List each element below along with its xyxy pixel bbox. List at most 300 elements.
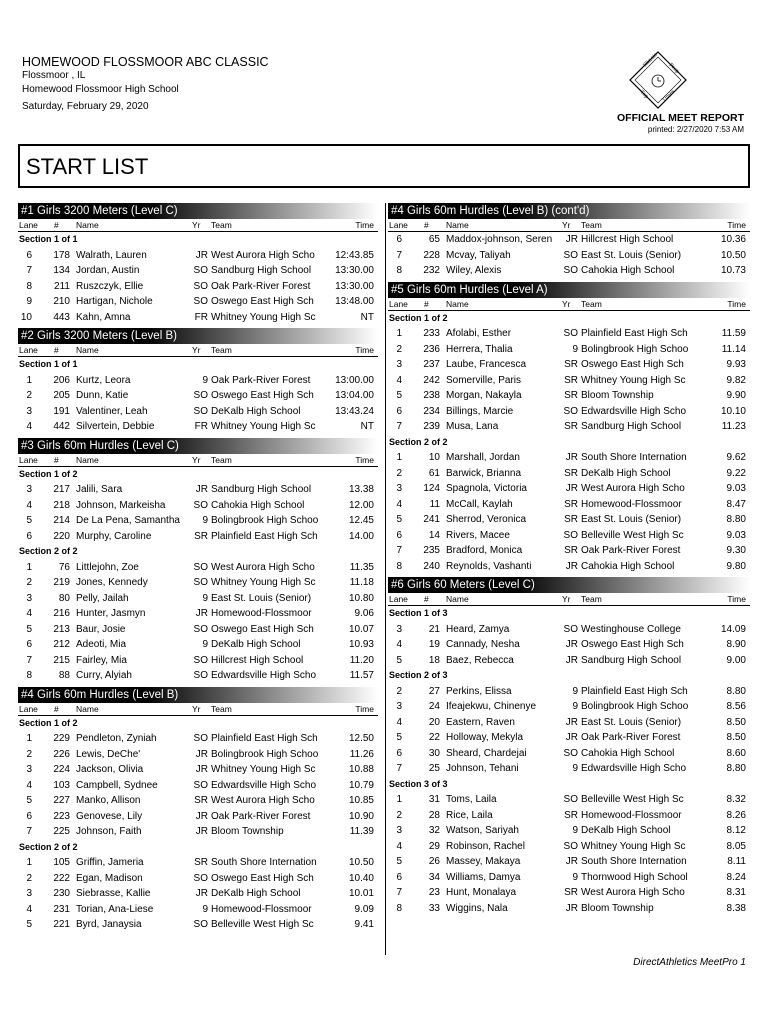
entry-num: 103 xyxy=(53,779,70,791)
column-header-name: Name xyxy=(446,220,469,230)
entry-yr: SO xyxy=(563,794,578,805)
entry-team: DeKalb High School xyxy=(581,467,671,479)
entry-yr: 9 xyxy=(202,592,208,604)
logo-word-top: Illinois xyxy=(642,52,659,69)
entry-name: Massey, Makaya xyxy=(446,856,521,867)
entry-lane: 6 xyxy=(26,530,32,542)
entry-num: 29 xyxy=(428,840,440,852)
entry-num: 228 xyxy=(423,249,440,261)
entry-team: South Shore Internation xyxy=(211,857,317,868)
entry-num: 241 xyxy=(423,514,440,525)
entry-name: Rice, Laila xyxy=(446,809,493,821)
column-header-num: # xyxy=(54,345,59,355)
column-header-team: Team xyxy=(211,220,232,230)
section-label: Section 2 of 2 xyxy=(389,436,448,447)
entry-yr: JR xyxy=(565,234,578,245)
entry-row xyxy=(18,248,378,264)
entry-team: Bloom Township xyxy=(581,390,654,401)
entry-row xyxy=(388,715,750,731)
entry-row xyxy=(388,528,750,544)
entry-time: 13:30.00 xyxy=(335,265,374,276)
column-header-yr: Yr xyxy=(192,703,201,714)
entry-row xyxy=(18,653,378,669)
entry-team: Oswego East High Sch xyxy=(211,390,314,401)
entry-name: Watson, Sariyah xyxy=(446,825,519,836)
entry-name: Maddox-johnson, Seren xyxy=(446,234,553,245)
entry-name: Byrd, Janaysia xyxy=(76,919,142,930)
entry-time: 11.23 xyxy=(721,421,746,432)
entry-name: Jackson, Olivia xyxy=(76,764,144,775)
event-title: #4 Girls 60m Hurdles (Level B) (cont'd) xyxy=(388,203,750,219)
entry-team: Bloom Township xyxy=(581,902,654,914)
entry-team: Oswego East High Sch xyxy=(581,639,684,650)
entry-lane: 3 xyxy=(396,623,402,635)
entry-time: 9.80 xyxy=(726,560,746,572)
entry-team: Whitney Young High Sc xyxy=(581,374,686,386)
entry-lane: 5 xyxy=(26,623,32,635)
entry-num: 215 xyxy=(53,654,70,666)
entry-name: De La Pena, Samantha xyxy=(76,515,180,526)
entry-row xyxy=(18,637,378,653)
entry-time: 10.93 xyxy=(348,639,374,650)
entry-lane: 8 xyxy=(396,265,402,276)
event-block xyxy=(388,282,750,575)
entry-time: 12.50 xyxy=(348,733,374,744)
entry-num: 32 xyxy=(428,825,440,836)
entry-row xyxy=(18,279,378,295)
entry-team: Oak Park-River Forest xyxy=(581,545,681,556)
right-column xyxy=(385,203,750,955)
entry-num: 227 xyxy=(53,795,70,806)
entry-yr: SR xyxy=(194,795,208,806)
entry-yr: SR xyxy=(564,359,578,370)
entry-lane: 1 xyxy=(26,733,32,744)
entry-yr: SO xyxy=(193,654,208,666)
entry-time: 9.90 xyxy=(726,390,746,401)
logo-word-bottom: Times xyxy=(661,88,677,104)
entry-lane: 3 xyxy=(396,701,402,712)
entry-row xyxy=(18,917,378,933)
entry-row xyxy=(388,466,750,482)
entry-time: 10.50 xyxy=(348,857,374,868)
entry-time: 8.90 xyxy=(726,639,746,650)
entry-yr: SO xyxy=(193,670,208,681)
entry-yr: JR xyxy=(195,826,208,837)
entry-num: 218 xyxy=(53,499,70,511)
entry-yr: SO xyxy=(193,623,208,635)
entry-team: Cahokia High School xyxy=(211,499,305,511)
entry-row xyxy=(18,482,378,498)
illinois-prep-top-times-logo xyxy=(628,50,688,110)
entry-yr: JR xyxy=(195,608,208,619)
entry-lane: 4 xyxy=(26,779,32,791)
entry-team: Bolingbrook High Schoo xyxy=(581,343,689,355)
entry-row xyxy=(388,870,750,886)
entry-name: Marshall, Jordan xyxy=(446,452,520,463)
entry-name: Reynolds, Vashanti xyxy=(446,560,532,572)
logo-word-left: Top xyxy=(638,89,650,100)
entry-num: 442 xyxy=(53,421,70,432)
event-block xyxy=(18,438,378,684)
entry-team: Plainfield East High Sch xyxy=(581,685,688,697)
entry-row xyxy=(18,294,378,310)
column-header-num: # xyxy=(54,220,59,230)
entry-row xyxy=(388,839,750,855)
entry-row xyxy=(18,591,378,607)
entry-num: 10 xyxy=(428,452,440,463)
entry-lane: 1 xyxy=(396,794,402,805)
entry-time: 9.41 xyxy=(354,919,374,930)
event-title: #2 Girls 3200 Meters (Level B) xyxy=(18,328,378,344)
entry-time: 10.90 xyxy=(348,810,374,822)
entry-lane: 3 xyxy=(26,592,32,604)
entry-num: 18 xyxy=(428,654,440,666)
entry-row xyxy=(388,419,750,435)
entry-team: Cahokia High School xyxy=(581,747,675,759)
entry-row xyxy=(18,498,378,514)
section-label: Section 2 of 2 xyxy=(19,841,78,852)
entry-time: 11.20 xyxy=(349,654,374,666)
entry-num: 61 xyxy=(428,467,440,479)
entry-time: 13.38 xyxy=(348,484,374,495)
entry-lane: 2 xyxy=(26,748,32,760)
entry-yr: SO xyxy=(193,919,208,930)
entry-row xyxy=(388,808,750,824)
entry-row xyxy=(388,684,750,700)
entry-row xyxy=(388,730,750,746)
entry-lane: 3 xyxy=(26,484,32,495)
entry-num: 240 xyxy=(423,560,440,572)
entry-num: 212 xyxy=(53,639,70,650)
section-label: Section 3 of 3 xyxy=(389,778,448,789)
entry-name: Somerville, Paris xyxy=(446,374,522,386)
entry-lane: 2 xyxy=(26,872,32,884)
entry-team: Whitney Young High Sc xyxy=(211,421,316,432)
entry-name: Jordan, Austin xyxy=(76,265,140,276)
event-block xyxy=(18,328,378,435)
entry-name: Billings, Marcie xyxy=(446,405,514,417)
column-header-yr: Yr xyxy=(562,594,571,604)
entry-yr: SR xyxy=(564,374,578,386)
logo-word-right: Prep xyxy=(667,62,681,75)
entry-team: West Aurora High Scho xyxy=(211,795,315,806)
column-header-num: # xyxy=(424,298,429,309)
entry-yr: SO xyxy=(563,623,578,635)
entry-yr: 9 xyxy=(202,515,208,526)
entry-lane: 7 xyxy=(396,887,402,898)
entry-time: 10.80 xyxy=(348,592,374,604)
entry-team: South Shore Internation xyxy=(581,452,687,463)
entry-num: 191 xyxy=(53,405,70,417)
entry-yr: 9 xyxy=(572,871,578,883)
entry-num: 21 xyxy=(428,623,440,635)
entry-team: Bloom Township xyxy=(211,826,284,837)
meet-name: HOMEWOOD FLOSSMOOR ABC CLASSIC xyxy=(22,55,269,69)
entry-row xyxy=(18,778,378,794)
entry-team: Sandburg High School xyxy=(211,484,312,495)
column-header-num: # xyxy=(424,220,429,230)
entry-time: 8.50 xyxy=(726,716,746,728)
entry-num: 65 xyxy=(428,234,440,245)
column-header-row xyxy=(18,703,378,716)
entry-time: NT xyxy=(360,421,374,432)
entry-name: Johnson, Tehani xyxy=(446,763,519,774)
entry-yr: 9 xyxy=(572,685,578,697)
column-header-name: Name xyxy=(76,454,99,465)
column-header-yr: Yr xyxy=(192,345,201,355)
entry-row xyxy=(388,543,750,559)
entry-num: 443 xyxy=(53,311,70,323)
section-label: Section 1 of 2 xyxy=(389,312,448,323)
column-header-team: Team xyxy=(211,454,232,465)
column-header-num: # xyxy=(424,594,429,604)
entry-time: 11.18 xyxy=(349,577,374,588)
entry-yr: SR xyxy=(564,887,578,898)
entry-yr: JR xyxy=(565,452,578,463)
entry-row xyxy=(388,854,750,870)
entry-time: 13:48.00 xyxy=(335,296,374,307)
entry-lane: 9 xyxy=(26,296,32,307)
entry-yr: SR xyxy=(564,514,578,525)
column-header-lane: Lane xyxy=(19,454,38,465)
entry-name: Jones, Kennedy xyxy=(76,577,148,588)
entry-lane: 6 xyxy=(396,529,402,541)
entry-team: Oak Park-River Forest xyxy=(211,374,311,386)
entry-team: Oak Park-River Forest xyxy=(211,810,311,822)
column-header-team: Team xyxy=(211,703,232,714)
entry-team: DeKalb High School xyxy=(211,639,301,650)
column-header-team: Team xyxy=(581,594,602,604)
entry-name: Baur, Josie xyxy=(76,623,126,635)
entry-num: 234 xyxy=(423,405,440,417)
event-title: #3 Girls 60m Hurdles (Level C) xyxy=(18,438,378,454)
entry-yr: SO xyxy=(193,390,208,401)
entry-num: 178 xyxy=(53,249,70,261)
entry-time: 9.82 xyxy=(726,374,746,386)
entry-yr: JR xyxy=(565,732,578,743)
entry-lane: 8 xyxy=(26,280,32,292)
entry-row xyxy=(18,668,378,684)
entry-num: 14 xyxy=(428,529,440,541)
entry-num: 30 xyxy=(428,747,440,759)
entry-name: Manko, Allison xyxy=(76,795,141,806)
column-header-lane: Lane xyxy=(19,703,38,714)
entry-time: 9.03 xyxy=(726,529,746,541)
entry-row xyxy=(18,513,378,529)
entry-name: Bradford, Monica xyxy=(446,545,523,556)
entry-yr: SR xyxy=(564,467,578,479)
entry-row xyxy=(388,512,750,528)
entry-lane: 1 xyxy=(396,452,402,463)
entry-yr: SR xyxy=(564,545,578,556)
entry-name: Hartigan, Nichole xyxy=(76,296,153,307)
entry-name: Sherrod, Veronica xyxy=(446,514,527,525)
entry-team: Homewood-Flossmoor xyxy=(581,498,682,510)
entry-num: 88 xyxy=(58,670,70,681)
entry-row xyxy=(388,326,750,342)
entry-yr: SO xyxy=(193,733,208,744)
entry-name: Pendleton, Zyniah xyxy=(76,733,157,744)
entry-num: 232 xyxy=(423,265,440,276)
entry-num: 27 xyxy=(428,685,440,697)
entry-row xyxy=(18,560,378,576)
entry-lane: 6 xyxy=(26,249,32,261)
column-header-lane: Lane xyxy=(389,298,408,309)
entry-name: Ifeajekwu, Chinenye xyxy=(446,701,537,712)
entry-row xyxy=(388,823,750,839)
entry-team: West Aurora High Scho xyxy=(211,561,315,573)
event-title: #1 Girls 3200 Meters (Level C) xyxy=(18,203,378,219)
entry-yr: SO xyxy=(193,779,208,791)
entry-row xyxy=(18,762,378,778)
entry-name: Campbell, Sydnee xyxy=(76,779,158,791)
entry-row xyxy=(388,901,750,917)
entry-time: 9.22 xyxy=(726,467,746,479)
entry-row xyxy=(388,885,750,901)
entry-num: 19 xyxy=(428,639,440,650)
entry-team: Oak Park-River Forest xyxy=(581,732,681,743)
entry-row xyxy=(18,902,378,918)
entry-row xyxy=(18,575,378,591)
entry-row xyxy=(388,481,750,497)
section-label: Section 1 of 1 xyxy=(19,234,78,244)
entry-lane: 6 xyxy=(396,871,402,883)
entry-yr: SR xyxy=(194,857,208,868)
entry-time: 10.85 xyxy=(348,795,374,806)
entry-name: Valentiner, Leah xyxy=(76,405,148,417)
entry-lane: 6 xyxy=(396,405,402,417)
entry-row xyxy=(18,855,378,871)
entry-num: 124 xyxy=(423,483,440,494)
section-label: Section 1 of 1 xyxy=(19,359,78,369)
entry-time: 14.09 xyxy=(720,623,746,635)
column-header-lane: Lane xyxy=(389,220,408,230)
entry-yr: JR xyxy=(195,764,208,775)
entry-name: Curry, Alyiah xyxy=(76,670,132,681)
section-label: Section 2 of 2 xyxy=(19,546,78,556)
entry-name: Eastern, Raven xyxy=(446,716,515,728)
entry-time: 8.11 xyxy=(727,856,746,867)
entry-lane: 5 xyxy=(396,732,402,743)
entry-time: 13:30.00 xyxy=(335,280,374,292)
entry-time: 11.59 xyxy=(721,328,746,339)
meet-venue: Homewood Flossmoor High School xyxy=(22,84,179,95)
entry-time: 14.00 xyxy=(348,530,374,542)
entry-name: Lewis, DeChe' xyxy=(76,748,141,760)
entry-num: 231 xyxy=(53,903,70,915)
entry-team: Hillcrest High School xyxy=(211,654,304,666)
printed-timestamp: printed: 2/27/2020 7:53 AM xyxy=(647,125,744,134)
entry-lane: 5 xyxy=(26,919,32,930)
column-header-name: Name xyxy=(76,220,99,230)
column-header-time: Time xyxy=(355,703,374,714)
entry-time: 8.47 xyxy=(726,498,746,510)
entry-name: Johnson, Markeisha xyxy=(76,499,166,511)
column-header-row xyxy=(388,593,750,606)
entry-lane: 1 xyxy=(26,374,32,386)
entry-lane: 1 xyxy=(396,328,402,339)
entry-lane: 10 xyxy=(20,311,32,323)
entry-num: 236 xyxy=(423,343,440,355)
entry-lane: 4 xyxy=(26,499,32,511)
entry-num: 233 xyxy=(423,328,440,339)
entry-name: Morgan, Nakayla xyxy=(446,390,522,401)
entry-time: 9.03 xyxy=(726,483,746,494)
entry-row xyxy=(388,450,750,466)
entry-yr: 9 xyxy=(202,903,208,915)
entry-team: Homewood-Flossmoor xyxy=(211,903,312,915)
entry-yr: 9 xyxy=(202,374,208,386)
entry-team: Oswego East High Sch xyxy=(211,296,314,307)
column-header-time: Time xyxy=(355,454,374,465)
entry-row xyxy=(388,248,750,264)
entry-lane: 7 xyxy=(396,249,402,261)
entry-team: East St. Louis (Senior) xyxy=(581,249,682,261)
entry-num: 226 xyxy=(53,748,70,760)
column-header-num: # xyxy=(54,703,59,714)
entry-name: Heard, Zamya xyxy=(446,623,510,635)
entry-lane: 7 xyxy=(26,654,32,666)
entry-yr: SO xyxy=(193,296,208,307)
entry-num: 31 xyxy=(428,794,440,805)
entry-name: Holloway, Mekyla xyxy=(446,732,524,743)
entry-name: Williams, Damya xyxy=(446,871,521,883)
entry-row xyxy=(388,637,750,653)
entry-name: Siebrasse, Kallie xyxy=(76,888,151,899)
entry-team: Hillcrest High School xyxy=(581,234,674,245)
entry-team: Cahokia High School xyxy=(581,265,675,276)
entry-time: 8.50 xyxy=(726,732,746,743)
entry-time: 8.26 xyxy=(726,809,746,821)
entry-lane: 5 xyxy=(396,514,402,525)
entry-num: 219 xyxy=(53,577,70,588)
entry-time: 12.45 xyxy=(348,515,374,526)
column-header-name: Name xyxy=(446,298,469,309)
entry-yr: 9 xyxy=(572,343,578,355)
entry-time: NT xyxy=(360,311,374,323)
entry-lane: 7 xyxy=(396,421,402,432)
entry-lane: 1 xyxy=(26,857,32,868)
column-header-time: Time xyxy=(727,298,746,309)
entry-team: Whitney Young High Sc xyxy=(211,577,316,588)
entry-time: 10.40 xyxy=(348,872,374,884)
entry-time: 10.36 xyxy=(720,234,746,245)
entry-lane: 6 xyxy=(26,810,32,822)
entry-num: 22 xyxy=(428,732,440,743)
event-title: #4 Girls 60m Hurdles (Level B) xyxy=(18,687,378,703)
entry-row xyxy=(388,342,750,358)
entry-lane: 3 xyxy=(26,405,32,417)
entry-team: Plainfield East High Sch xyxy=(211,733,318,744)
meet-date: Saturday, February 29, 2020 xyxy=(22,101,149,112)
entry-lane: 4 xyxy=(396,498,402,510)
entry-time: 8.24 xyxy=(726,871,746,883)
entry-team: Sandburg High School xyxy=(211,265,312,276)
entry-time: 9.00 xyxy=(726,654,746,666)
entry-name: Dunn, Katie xyxy=(76,390,129,401)
entry-num: 222 xyxy=(53,872,70,884)
entry-num: 26 xyxy=(428,856,440,867)
entry-name: Jalili, Sara xyxy=(76,484,123,495)
entry-row xyxy=(18,419,378,435)
entry-row xyxy=(18,871,378,887)
entry-lane: 4 xyxy=(26,903,32,915)
entry-lane: 7 xyxy=(26,826,32,837)
entry-team: Cahokia High School xyxy=(581,560,675,572)
entry-team: East St. Louis (Senior) xyxy=(581,514,682,525)
entry-lane: 4 xyxy=(396,840,402,852)
entry-lane: 5 xyxy=(396,654,402,666)
